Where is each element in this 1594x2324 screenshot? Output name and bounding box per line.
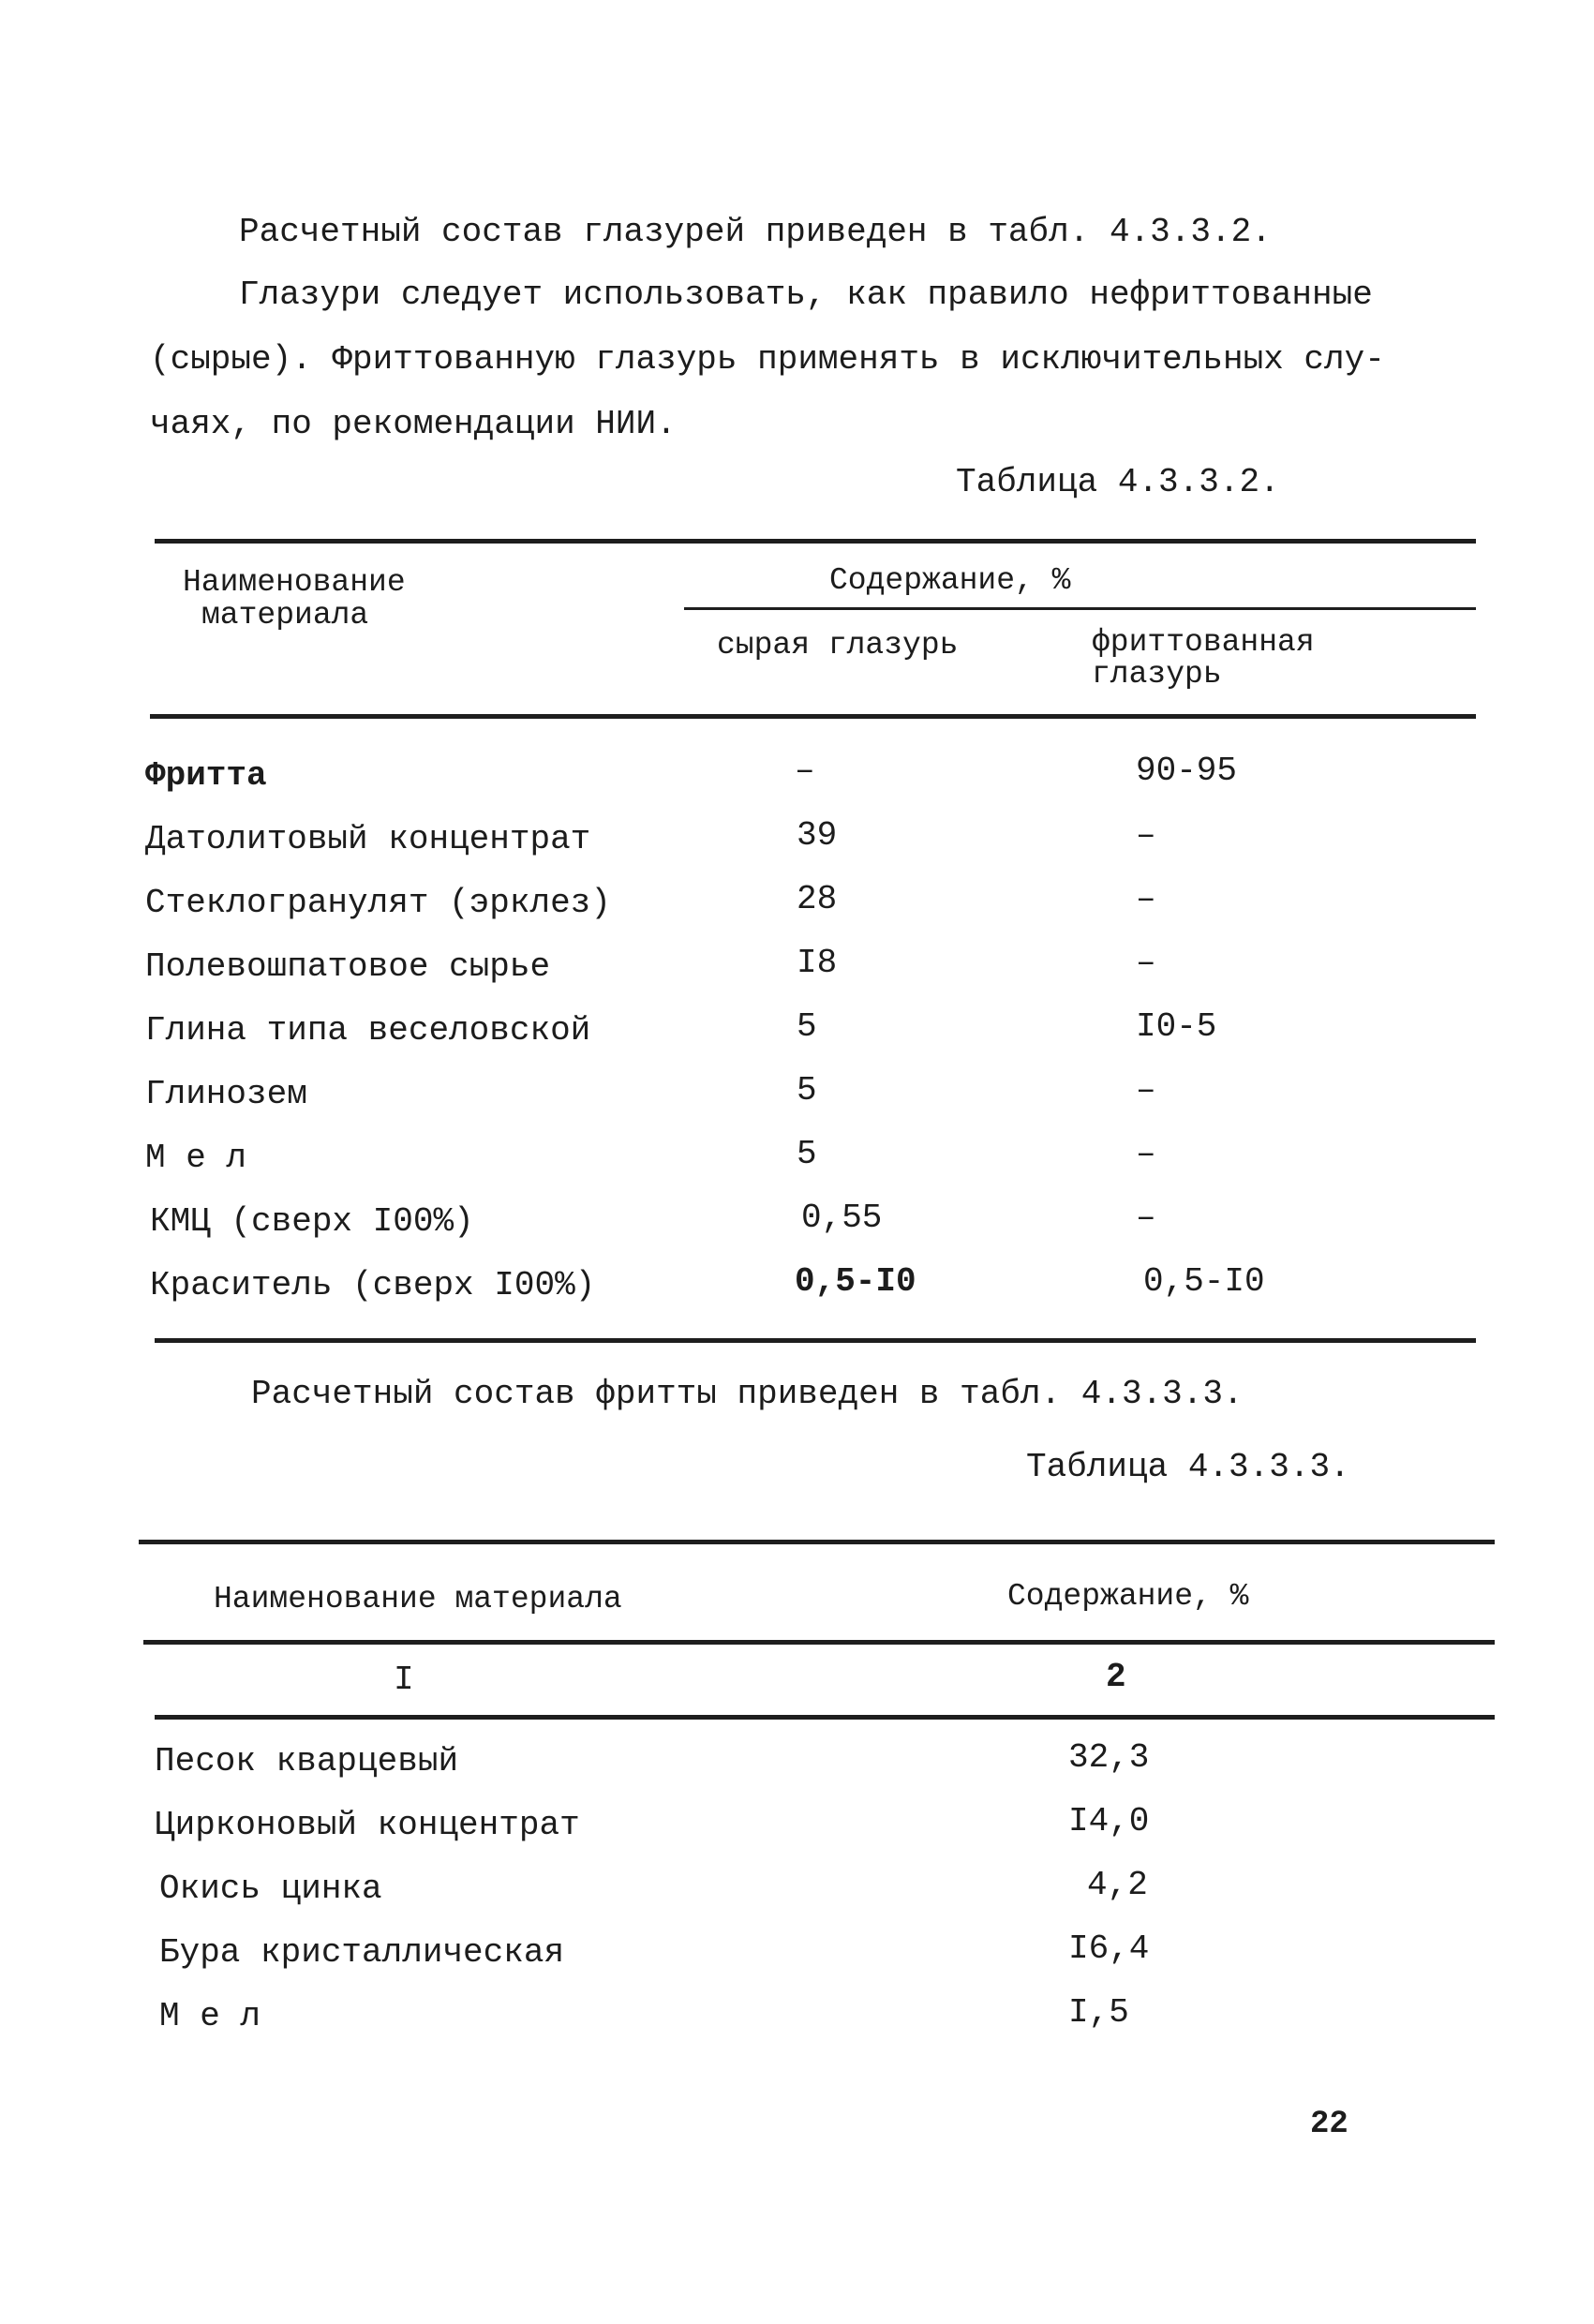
- table1-row-name: Полевошпатовое сырье: [145, 947, 551, 986]
- table2-number-row-rule: [155, 1715, 1495, 1720]
- table1-row-fritted: –: [1136, 1199, 1156, 1237]
- table1-row-raw: 28: [797, 880, 838, 918]
- table1-subheader-rule: [684, 607, 1476, 610]
- table1-caption: Таблица 4.3.3.2.: [956, 463, 1280, 501]
- table2-row-name: М е л: [159, 1997, 261, 2035]
- intro-paragraph-2-line-3: чаях, по рекомендации НИИ.: [150, 405, 677, 443]
- table2-header-material: Наименование материала: [214, 1582, 622, 1616]
- intro-paragraph-1: Расчетный состав глазурей приведен в табл. 4.3.3.2.: [239, 213, 1272, 251]
- table1-row-name: Стеклогранулят (эрклез): [145, 884, 611, 922]
- table1-header-fritted-line2: глазурь: [1092, 657, 1222, 692]
- table1-bottom-rule: [155, 1338, 1476, 1343]
- table1-row-fritted: 0,5-I0: [1143, 1262, 1265, 1301]
- table2-column-number-1: I: [394, 1661, 414, 1699]
- table1-header-bottom-rule: [150, 714, 1476, 719]
- table2-row-value: I4,0: [1068, 1802, 1150, 1840]
- table1-header-fritted-line1: фриттованная: [1092, 625, 1315, 660]
- table1-row-raw: 5: [797, 1071, 817, 1110]
- table2-row-name: Окись цинка: [159, 1870, 382, 1908]
- table1-row-raw: 0,55: [801, 1199, 883, 1237]
- table1-row-raw: –: [795, 752, 815, 790]
- table2-row-name: Бура кристаллическая: [159, 1933, 565, 1972]
- table1-row-name: Фритта: [145, 756, 267, 795]
- table1-row-fritted: –: [1136, 1071, 1156, 1110]
- table1-row-raw: I8: [797, 944, 838, 982]
- table1-row-name: Краситель (сверх I00%): [150, 1266, 596, 1304]
- table1-row-fritted: I0-5: [1136, 1007, 1217, 1046]
- table2-column-number-2: 2: [1106, 1658, 1126, 1696]
- table1-row-fritted: –: [1136, 880, 1156, 918]
- table1-row-fritted: –: [1136, 816, 1156, 855]
- table1-header-material-line2: материала: [201, 598, 369, 633]
- table1-row-raw: 5: [797, 1135, 817, 1173]
- table2-row-value: 4,2: [1087, 1866, 1148, 1904]
- table2-header-rule: [143, 1640, 1495, 1645]
- table2-intro-text: Расчетный состав фритты приведен в табл. 4.3.3.3.: [251, 1375, 1244, 1413]
- table1-row-fritted: 90-95: [1136, 752, 1238, 790]
- table2-header-content: Содержание, %: [1007, 1579, 1249, 1614]
- table2-row-value: I6,4: [1068, 1929, 1150, 1968]
- table2-top-rule: [139, 1540, 1495, 1544]
- page-number: 22: [1310, 2107, 1348, 2142]
- table2-row-name: Песок кварцевый: [155, 1742, 459, 1780]
- table2-row-name: Цирконовый концентрат: [155, 1806, 580, 1844]
- table1-row-name: М е л: [145, 1139, 247, 1177]
- table1-row-name: Глина типа веселовской: [145, 1011, 591, 1050]
- table2-row-value: I,5: [1068, 1993, 1129, 2032]
- table1-header-material-line1: Наименование: [183, 565, 406, 600]
- table2-row-value: 32,3: [1068, 1738, 1150, 1777]
- intro-paragraph-2-line-2: (сырые). Фриттованную глазурь применять в исключительных слу-: [150, 340, 1385, 379]
- table1-header-raw: сырая глазурь: [717, 628, 959, 663]
- table1-row-fritted: –: [1136, 1135, 1156, 1173]
- table1-row-name: КМЦ (сверх I00%): [150, 1202, 474, 1241]
- table1-top-rule: [155, 539, 1476, 544]
- table2-caption: Таблица 4.3.3.3.: [1026, 1448, 1350, 1486]
- table1-row-raw: 5: [797, 1007, 817, 1046]
- table1-row-raw: 0,5-I0: [795, 1262, 916, 1301]
- intro-paragraph-2-line-1: Глазури следует использовать, как правило нефриттованные: [239, 276, 1373, 314]
- table1-row-name: Глинозем: [145, 1075, 307, 1113]
- table1-row-fritted: –: [1136, 944, 1156, 982]
- table1-header-content: Содержание, %: [829, 563, 1071, 598]
- table1-row-raw: 39: [797, 816, 838, 855]
- table1-row-name: Датолитовый концентрат: [145, 820, 591, 858]
